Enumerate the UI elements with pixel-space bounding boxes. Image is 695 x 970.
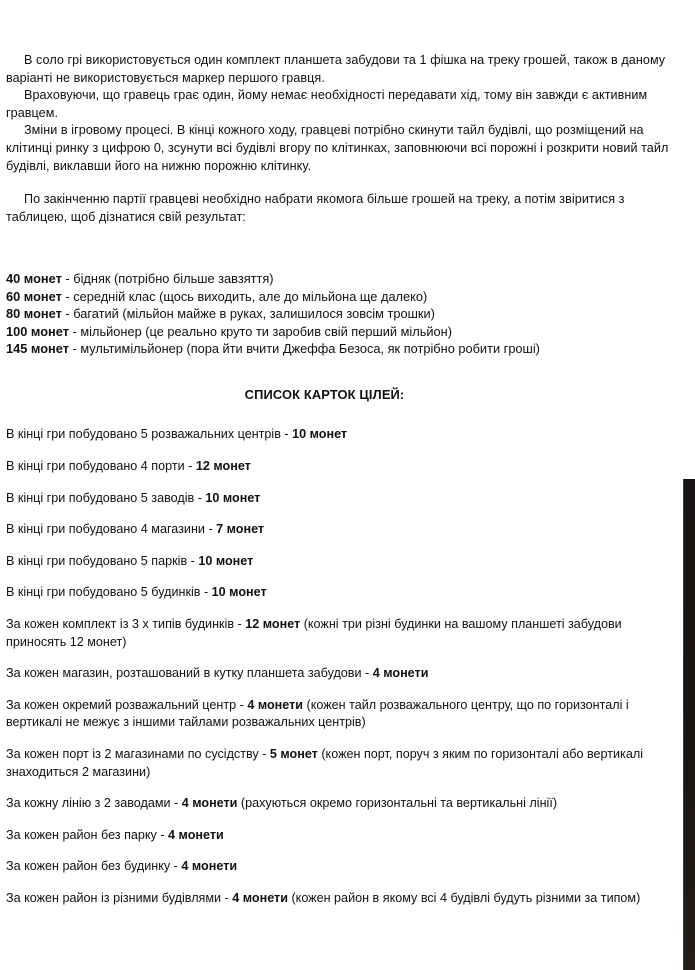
- goal-item: [6, 827, 671, 845]
- score-description: мультимільйонер (пора йти вчити Джеффа Безоса, як потрібно робити гроші): [80, 340, 540, 356]
- goal-text: За кожен магазин, розташований в кутку планшета забудови -: [6, 666, 373, 681]
- goal-reward: 12 монет: [195, 458, 251, 473]
- goal-text: За кожен район із різними будівлями -: [6, 890, 233, 905]
- goal-item: [6, 458, 671, 476]
- goal-text: За кожен район без парку -: [6, 827, 169, 842]
- score-separator: -: [61, 271, 74, 287]
- goal-reward: 4 монети: [181, 859, 238, 874]
- intro-paragraph-3: Зміни в ігровому процесі. В кінці кожного ходу, гравцеві потрібно скинути тайл будівлі, що розміщений на клітинці ринку з цифрою 0, зсунути всі будівлі вгору по клітинках, заповнюючи всі порожні і розкрити новий тайл будівлі, виклавши його на нижню порожню клітинку.: [6, 123, 669, 173]
- goal-item: [6, 890, 671, 908]
- intro-paragraph-1: В соло грі використовується один комплект планшета забудови та 1 фішка на треку грошей, також в даному варіанті не використовується маркер першого гравця.: [6, 53, 666, 85]
- edge-strip-highlight: [683, 479, 684, 970]
- score-description: мільйонер (це реально круто ти заробив свій перший мільйон): [80, 323, 452, 339]
- goal-text: В кінці гри побудовано 5 заводів -: [6, 490, 206, 505]
- goal-reward: 4 монети: [168, 827, 224, 842]
- goals-heading: СПИСОК КАРТОК ЦІЛЕЙ:: [244, 387, 405, 403]
- goal-note: (кожен район в якому всі 4 будівлі будуть різними за типом): [287, 890, 641, 905]
- intro-paragraph-2: Враховуючи, що гравець грає один, йому немає необхідності передавати хід, тому він завжди є активним гравцем.: [6, 88, 648, 120]
- goal-reward: 5 монет: [269, 746, 318, 761]
- goal-note: (кожен тайл розважального центру, що по горизонталі і вертикалі не межує з іншими тайлами розважальних центрів): [6, 697, 629, 730]
- goal-cards-list: [6, 426, 671, 907]
- goal-reward: 4 монети: [181, 796, 238, 811]
- goal-text: За кожну лінію з 2 заводами -: [6, 796, 182, 811]
- goal-text: В кінці гри побудовано 5 розважальних центрів -: [6, 427, 293, 442]
- score-amount: 60 монет: [6, 288, 62, 304]
- goal-reward: 4 монети: [372, 666, 429, 681]
- goal-note: (кожен порт, поруч з яким по горизонталі або вертикалі знаходиться 2 магазини): [6, 746, 643, 779]
- intro-section: [6, 52, 671, 226]
- spacer: [6, 402, 671, 426]
- goal-item: [6, 746, 671, 781]
- score-amount: 40 монет: [6, 271, 62, 287]
- intro-paragraph-4: По закінченню партії гравцеві необхідно набрати якомога більше грошей на треку, а потім звіритися з таблицею, щоб дізнатися свій результат:: [6, 192, 625, 224]
- right-edge-strip: [683, 479, 695, 970]
- goal-text: В кінці гри побудовано 5 парків -: [6, 553, 199, 568]
- spacer: [6, 226, 671, 270]
- spacer: [6, 357, 671, 387]
- score-row: [6, 288, 671, 305]
- score-amount: 145 монет: [6, 340, 69, 356]
- goal-reward: 4 монети: [247, 697, 304, 712]
- goal-note: (рахуються окремо горизонтальні та вертикальні лінії): [237, 796, 558, 811]
- goal-item: [6, 521, 671, 539]
- score-amount: 100 монет: [6, 323, 69, 339]
- goal-item: [6, 616, 671, 651]
- goal-reward: 12 монет: [245, 616, 301, 631]
- score-row: [6, 323, 671, 340]
- goal-text: За кожен порт із 2 магазинами по сусідству -: [6, 746, 270, 761]
- goal-reward: 4 монети: [232, 890, 288, 905]
- score-description: багатий (мільйон майже в руках, залишилося зовсім трошки): [73, 306, 435, 322]
- goal-text: В кінці гри побудовано 5 будинків -: [6, 585, 212, 600]
- score-table: [6, 270, 671, 357]
- goal-reward: 10 монет: [198, 553, 254, 568]
- score-row: [6, 270, 671, 287]
- goal-reward: 7 монет: [216, 522, 265, 537]
- score-amount: 80 монет: [6, 306, 62, 322]
- goal-item: [6, 697, 671, 732]
- score-row: [6, 340, 671, 357]
- goal-item: [6, 553, 671, 571]
- goal-reward: 10 монет: [211, 585, 267, 600]
- goal-reward: 10 монет: [205, 490, 261, 505]
- score-description: середній клас (щось виходить, але до мільйона ще далеко): [73, 288, 428, 304]
- goal-item: [6, 858, 671, 876]
- goal-item: [6, 795, 671, 813]
- goal-reward: 10 монет: [292, 427, 348, 442]
- score-separator: -: [61, 288, 74, 304]
- score-row: [6, 305, 671, 322]
- goal-text: За кожен район без будинку -: [6, 859, 182, 874]
- goal-text: За кожен комплект із 3 х типів будинків -: [6, 616, 246, 631]
- score-separator: -: [68, 323, 81, 339]
- goal-item: [6, 665, 671, 683]
- goal-note: (кожні три різні будинки на вашому планшеті забудови приносять 12 монет): [6, 616, 622, 649]
- score-description: бідняк (потрібно більше завзяття): [73, 271, 274, 287]
- goal-item: [6, 584, 671, 602]
- goal-item: [6, 490, 671, 508]
- goal-item: [6, 426, 671, 444]
- goal-text: В кінці гри побудовано 4 магазини -: [6, 522, 217, 537]
- score-separator: -: [68, 340, 81, 356]
- goal-text: В кінці гри побудовано 4 порти -: [6, 458, 196, 473]
- goal-text: За кожен окремий розважальний центр -: [6, 697, 248, 712]
- score-separator: -: [61, 306, 74, 322]
